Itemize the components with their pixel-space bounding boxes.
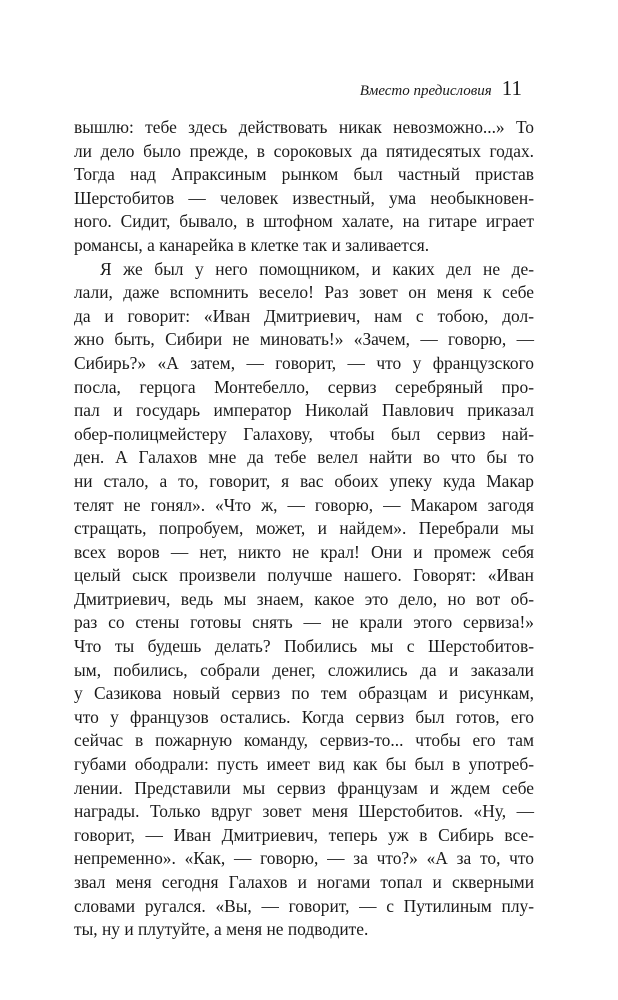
paragraph — [74, 258, 534, 942]
text-line: лении. Представили мы сервиз французам и ждем себе — [74, 777, 534, 798]
text-line: Шерстобитов — человек известный, ума необыкновен- — [74, 187, 534, 208]
text-line: пал и государь император Николай Павлович приказал — [74, 400, 534, 421]
text-line: что у французов остались. Когда сервиз был готов, его — [74, 706, 534, 727]
text-line: у Сазикова новый сервиз по тем образцам и рисункам, — [74, 683, 534, 704]
text-line: ного. Сидит, бывало, в штофном халате, на гитаре играет — [74, 211, 534, 232]
text-line: ли дело было прежде, в сороковых да пятидесятых годах. — [74, 140, 534, 161]
text-line: звал меня сегодня Галахов и ногами топал и скверными — [74, 872, 534, 892]
text-line: Что ты будешь делать? Побились мы с Шерстобитов- — [74, 636, 534, 657]
running-title: Вместо предисловия — [359, 83, 492, 99]
text-line: Я же был у него помощником, и каких дел не де- — [100, 258, 534, 279]
text-line: стращать, попробуем, может, и найдем». Перебрали мы — [74, 518, 534, 539]
text-line: посла, герцога Монтебелло, сервиз серебряный про- — [74, 376, 534, 397]
text-line: Тогда над Апраксиным рынком был частный пристав — [74, 164, 534, 185]
text-line: обер-полицмейстеру Галахову, чтобы был сервиз най- — [74, 423, 534, 444]
text-line: ты, ну и плутуйте, а меня не подводите. — [74, 919, 369, 940]
text-line: сейчас в пожарную команду, сервиз-то... чтобы его там — [74, 730, 534, 751]
text-line: ни стало, а то, говорит, я вас обоих упеку куда Макар — [74, 470, 534, 491]
text-line: ден. А Галахов мне да тебе велел найти во что бы то — [74, 447, 534, 468]
text-line: телят не гонял». «Что ж, — говорю, — Макаром загодя — [74, 494, 534, 515]
text-line: романсы, а канарейка в клетке так и заливается. — [74, 234, 430, 255]
body-text — [74, 116, 534, 942]
text-line: вышлю: тебе здесь действовать никак невозможно...» То — [74, 117, 534, 137]
text-line: говорит, — Иван Дмитриевич, теперь уж в Сибирь все- — [74, 824, 534, 845]
text-line: лали, даже вспомнить весело! Раз зовет он меня к себе — [74, 282, 534, 303]
text-line: губами ободрали: пусть имеет вид как бы был в употреб- — [74, 754, 534, 775]
text-line: награды. Только вдруг зовет меня Шерстобитов. «Ну, — — [74, 801, 534, 822]
text-line: словами ругался. «Вы, — говорит, — с Путилиным плу- — [74, 895, 534, 916]
text-line: всех воров — нет, никто не крал! Они и промеж себя — [74, 541, 534, 562]
running-header — [360, 76, 522, 101]
text-line: Сибирь?» «А затем, — говорит, — что у французского — [74, 352, 534, 373]
text-line: непременно». «Как, — говорю, — за что?» «А за то, что — [74, 848, 534, 869]
text-line: да и говорит: «Иван Дмитриевич, нам с тобою, дол- — [74, 305, 534, 326]
paragraph — [74, 116, 534, 258]
text-line: ым, побились, собрали денег, сложились да и заказали — [74, 659, 534, 680]
text-line: целый сыск произвели получше нашего. Говорят: «Иван — [74, 565, 534, 586]
text-line: жно быть, Сибири не миновать!» «Зачем, — говорю, — — [74, 329, 534, 350]
text-line: Дмитриевич, ведь мы знаем, какое это дело, но вот об- — [74, 588, 534, 609]
text-line: раз со стены готовы снять — не крали этого сервиза!» — [74, 612, 534, 633]
page-number: 11 — [501, 76, 522, 100]
